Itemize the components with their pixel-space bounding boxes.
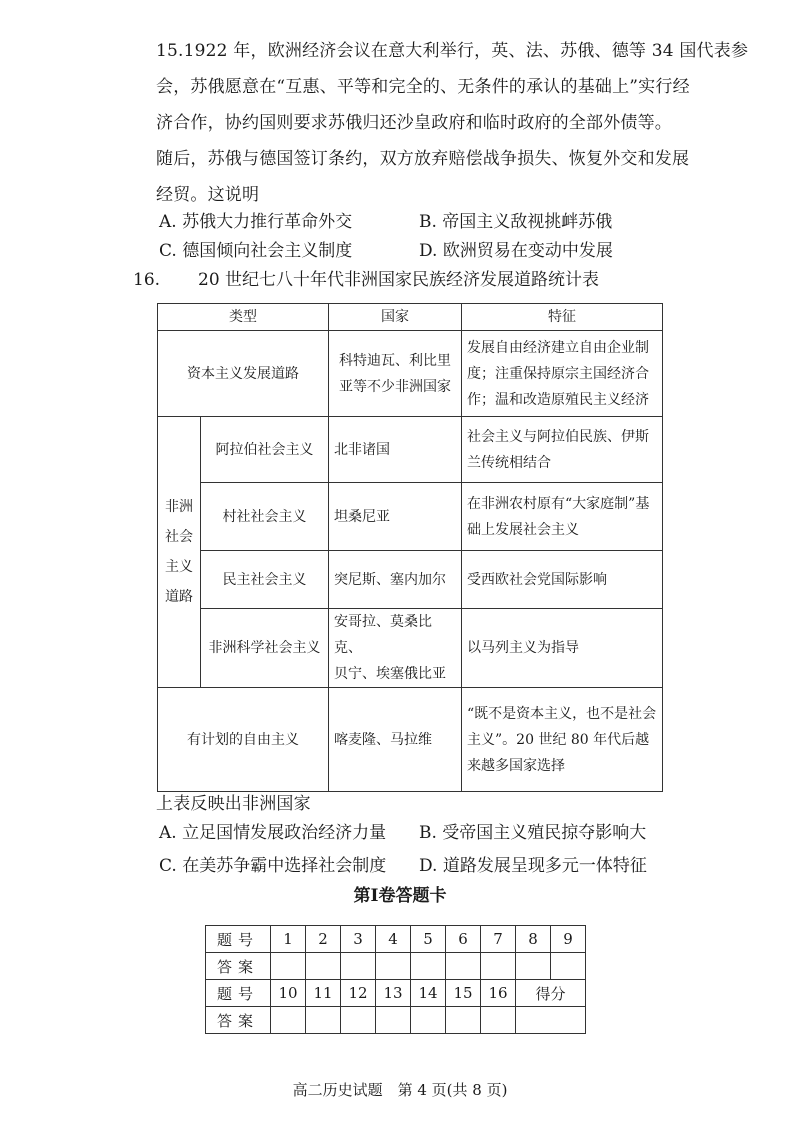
question-number: 9: [551, 926, 586, 953]
page-footer: 高二历史试题 第 4 页(共 8 页): [292, 1081, 508, 1099]
score-box[interactable]: [516, 1007, 586, 1034]
group-label-char: 社会: [165, 529, 193, 545]
group-label-char: 非洲: [165, 499, 193, 515]
question-number: 5: [411, 926, 446, 953]
answer-box[interactable]: [376, 1007, 411, 1034]
features-line: 发展自由经济建立自由企业制: [467, 339, 649, 356]
q15-line-5: 经贸。这说明: [156, 185, 260, 205]
table-row: [158, 609, 663, 688]
type-cell: 民主社会主义: [201, 551, 329, 609]
group-label-char: 主义: [165, 559, 193, 575]
question-number: 1: [271, 926, 306, 953]
countries-cell: [329, 331, 462, 417]
countries-cell: [329, 551, 462, 609]
answer-box[interactable]: [411, 953, 446, 980]
answer-box[interactable]: [481, 1007, 516, 1034]
countries-line: 亚等不少非洲国家: [339, 378, 451, 395]
features-line: 以马列主义为指导: [467, 640, 579, 656]
header-features: 特征: [462, 304, 663, 331]
features-line: “既不是资本主义，也不是社会: [467, 705, 657, 722]
features-cell: [462, 551, 663, 609]
q15-line-1: 15.1922 年，欧洲经济会议在意大利举行，英、法、苏俄、德等 34 国代表参: [156, 41, 749, 61]
countries-cell: [329, 417, 462, 483]
features-line: 受西欧社会党国际影响: [467, 571, 607, 588]
q16-option-c: C. 在美苏争霸中选择社会制度: [159, 856, 387, 876]
features-cell: [462, 688, 663, 792]
card-answer-row: [206, 1007, 586, 1034]
label-answer: 答案: [206, 953, 271, 980]
q16-option-a: A. 立足国情发展政治经济力量: [159, 823, 387, 843]
features-line: 兰传统相结合: [467, 454, 551, 471]
answer-box[interactable]: [271, 953, 306, 980]
q16-table-title: 20 世纪七八十年代非洲国家民族经济发展道路统计表: [198, 270, 600, 290]
label-number: 题号: [206, 926, 271, 953]
question-number: 11: [306, 980, 341, 1007]
answer-card-table: [205, 925, 586, 1034]
q15-option-a: A. 苏俄大力推行革命外交: [159, 212, 353, 232]
countries-line: 北非诸国: [334, 441, 390, 458]
question-number: 7: [481, 926, 516, 953]
label-answer: 答案: [206, 1007, 271, 1034]
answer-card-title: 第Ⅰ卷答题卡: [353, 886, 447, 906]
answer-box[interactable]: [341, 1007, 376, 1034]
q15-option-b: B. 帝国主义敌视挑衅苏俄: [419, 212, 613, 232]
countries-cell: [329, 609, 462, 688]
question-number: 6: [446, 926, 481, 953]
table-row: [158, 331, 663, 417]
answer-box[interactable]: [516, 953, 551, 980]
answer-box[interactable]: [551, 953, 586, 980]
q16-option-d: D. 道路发展呈现多元一体特征: [419, 856, 647, 876]
features-cell: [462, 331, 663, 417]
question-number: 15: [446, 980, 481, 1007]
card-number-row: [206, 980, 586, 1007]
answer-box[interactable]: [271, 1007, 306, 1034]
type-cell: 村社社会主义: [201, 483, 329, 551]
group-label-char: 道路: [165, 589, 193, 605]
q15-option-c: C. 德国倾向社会主义制度: [159, 241, 353, 261]
card-answer-row: [206, 953, 586, 980]
question-number: 3: [341, 926, 376, 953]
countries-cell: [329, 688, 462, 792]
table-header-row: [158, 304, 663, 331]
answer-box[interactable]: [341, 953, 376, 980]
type-cell: 非洲科学社会主义: [201, 609, 329, 688]
type-cell: 阿拉伯社会主义: [201, 417, 329, 483]
question-number: 10: [271, 980, 306, 1007]
type-cell: 资本主义发展道路: [158, 331, 329, 417]
features-line: 来越多国家选择: [467, 757, 565, 774]
answer-box[interactable]: [306, 953, 341, 980]
question-number: 14: [411, 980, 446, 1007]
countries-line: 突尼斯、塞内加尔: [334, 571, 446, 588]
q16-stem: 上表反映出非洲国家: [156, 794, 311, 814]
type-cell: 有计划的自由主义: [158, 688, 329, 792]
q15-option-d: D. 欧洲贸易在变动中发展: [419, 241, 613, 261]
question-number: 13: [376, 980, 411, 1007]
question-number: 4: [376, 926, 411, 953]
countries-line: 科特迪瓦、利比里: [339, 352, 451, 369]
table-row: [158, 417, 663, 483]
header-type: 类型: [158, 304, 329, 331]
table-row: [158, 483, 663, 551]
question-number: 12: [341, 980, 376, 1007]
q15-line-3: 济合作，协约国则要求苏俄归还沙皇政府和临时政府的全部外债等。: [156, 113, 672, 133]
countries-line: 贝宁、埃塞俄比亚: [334, 666, 446, 682]
features-cell: [462, 417, 663, 483]
countries-line: 安哥拉、莫桑比克、: [334, 614, 432, 656]
countries-line: 喀麦隆、马拉维: [334, 731, 432, 748]
answer-box[interactable]: [446, 953, 481, 980]
question-number: 16: [481, 980, 516, 1007]
table-row: [158, 688, 663, 792]
answer-box[interactable]: [481, 953, 516, 980]
features-line: 作；温和改造原殖民主义经济: [467, 391, 649, 408]
score-label: 得分: [516, 980, 586, 1007]
answer-box[interactable]: [411, 1007, 446, 1034]
features-line: 在非洲农村原有“大家庭制”基: [467, 495, 650, 512]
features-line: 社会主义与阿拉伯民族、伊斯: [467, 428, 649, 445]
features-cell: [462, 483, 663, 551]
question-number: 2: [306, 926, 341, 953]
answer-box[interactable]: [376, 953, 411, 980]
features-cell: [462, 609, 663, 688]
table-row: [158, 551, 663, 609]
card-number-row: [206, 926, 586, 953]
header-countries: 国家: [329, 304, 462, 331]
countries-cell: [329, 483, 462, 551]
answer-box[interactable]: [446, 1007, 481, 1034]
answer-box[interactable]: [306, 1007, 341, 1034]
q15-line-2: 会，苏俄愿意在“互惠、平等和完全的、无条件的承认的基础上”实行经: [156, 77, 690, 97]
features-line: 础上发展社会主义: [467, 521, 579, 538]
q16-number: 16.: [133, 270, 161, 290]
label-number: 题号: [206, 980, 271, 1007]
q16-option-b: B. 受帝国主义殖民掠夺影响大: [419, 823, 647, 843]
socialist-group-cell: [158, 417, 201, 688]
question-number: 8: [516, 926, 551, 953]
countries-line: 坦桑尼亚: [334, 508, 390, 525]
features-line: 度；注重保持原宗主国经济合: [467, 365, 649, 382]
africa-roads-table: [157, 303, 663, 792]
features-line: 主义”。20 世纪 80 年代后越: [467, 731, 650, 748]
q15-line-4: 随后，苏俄与德国签订条约，双方放弃赔偿战争损失、恢复外交和发展: [156, 149, 690, 169]
